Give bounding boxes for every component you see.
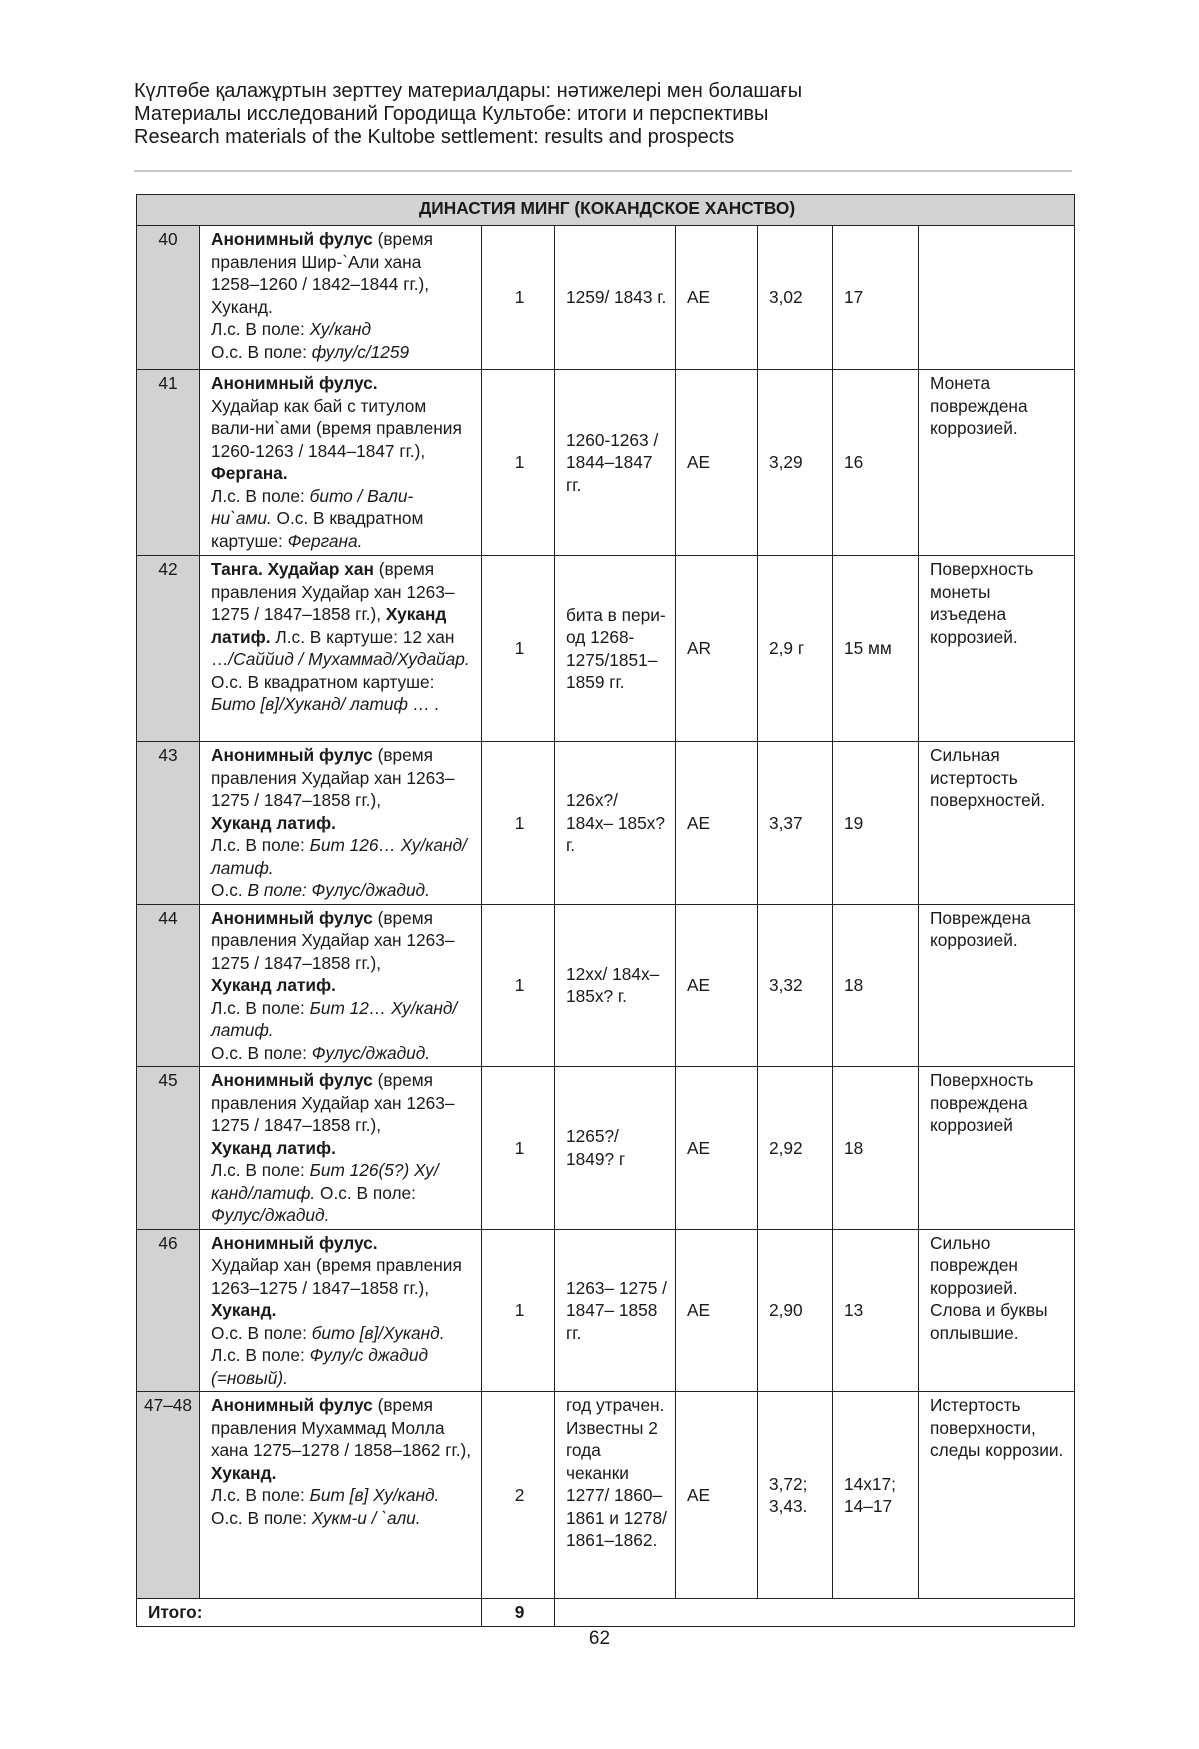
row-description: Анонимный фулус (время правления Худайар хан 1263–1275 / 1847–1858 гг.), Хуканд латиф. Л.с. В поле: Бит 126… Ху/канд/латиф. О.с. В поле: Фулус/джадид. [200,742,482,905]
row-date: 1265?/ 1849? г [555,1067,676,1230]
row-quantity: 1 [482,1067,555,1230]
row-description: Анонимный фулус. Худайар хан (время правления 1263–1275 / 1847–1858 гг.), Хуканд. О.с. В поле: бито [в]/Хуканд. Л.с. В поле: Фулу/с джадид (=новый). [200,1229,482,1392]
row-size: 18 [833,1067,919,1230]
row-number: 46 [137,1229,200,1392]
row-description: Анонимный фулус. Худайар как бай с титулом вали-ни`ами (время правления 1260-1263 / 1844–1847 гг.), Фергана. Л.с. В поле: бито / Вали-ни`ами. О.с. В квадратном картуше: Фергана. [200,370,482,556]
total-label: Итого: [137,1599,482,1627]
row-date: 12xx/ 184x– 185x? г. [555,904,676,1067]
total-empty-cell [555,1599,1075,1627]
row-note: Поверхность повреждена коррозией [919,1067,1075,1230]
table-row [137,742,1075,905]
row-metal: AE [676,1067,758,1230]
row-metal: AE [676,370,758,556]
row-date: бита в пери-од 1268-1275/1851–1859 гг. [555,556,676,742]
row-metal: AE [676,904,758,1067]
row-metal: AE [676,1392,758,1599]
row-description: Анонимный фулус (время правления Худайар хан 1263–1275 / 1847–1858 гг.), Хуканд латиф. Л.с. В поле: Бит 12… Ху/канд/латиф. О.с. В поле: Фулус/джадид. [200,904,482,1067]
row-date: 1259/ 1843 г. [555,226,676,370]
table-row [137,904,1075,1067]
row-weight: 2,90 [758,1229,833,1392]
row-description: Анонимный фулус (время правления Шир-`Али хана 1258–1260 / 1842–1844 гг.), Хуканд. Л.с. В поле: Ху/канд О.с. В поле: фулу/с/1259 [200,226,482,370]
row-note [919,226,1075,370]
row-weight: 3,29 [758,370,833,556]
row-description: Анонимный фулус (время правления Худайар хан 1263–1275 / 1847–1858 гг.), Хуканд латиф. Л.с. В поле: Бит 126(5?) Ху/канд/латиф. О.с. В поле: Фулус/джадид. [200,1067,482,1230]
row-number: 47–48 [137,1392,200,1599]
row-weight: 3,37 [758,742,833,905]
row-size: 15 мм [833,556,919,742]
row-number: 41 [137,370,200,556]
row-note: Сильно поврежден коррозией. Слова и буквы оплывшие. [919,1229,1075,1392]
row-size: 14x17; 14–17 [833,1392,919,1599]
row-date: 126x?/ 184x– 185x? г. [555,742,676,905]
row-description: Анонимный фулус (время правления Мухаммад Молла хана 1275–1278 / 1858–1862 гг.), Хуканд. Л.с. В поле: Бит [в] Ху/канд. О.с. В поле: Хукм-и / `али. [200,1392,482,1599]
coin-catalog-table [136,194,1075,1627]
page-number: 62 [588,1628,611,1649]
table-title-row [137,195,1075,226]
header-divider [134,170,1072,172]
row-weight: 3,02 [758,226,833,370]
row-metal: AE [676,742,758,905]
row-size: 17 [833,226,919,370]
table-row [137,1392,1075,1599]
row-size: 19 [833,742,919,905]
row-note: Поверхность монеты изъедена коррозией. [919,556,1075,742]
row-size: 16 [833,370,919,556]
row-quantity: 1 [482,370,555,556]
row-quantity: 1 [482,556,555,742]
table-row [137,370,1075,556]
row-quantity: 2 [482,1392,555,1599]
row-note: Сильная истертость поверхностей. [919,742,1075,905]
row-note: Повреждена коррозией. [919,904,1075,1067]
row-number: 45 [137,1067,200,1230]
row-weight: 3,32 [758,904,833,1067]
table-row [137,556,1075,742]
table-title: ДИНАСТИЯ МИНГ (КОКАНДСКОЕ ХАНСТВО) [137,195,1075,226]
row-date: 1263– 1275 / 1847– 1858 гг. [555,1229,676,1392]
row-metal: AE [676,226,758,370]
row-size: 13 [833,1229,919,1392]
row-note: Монета повреждена коррозией. [919,370,1075,556]
row-quantity: 1 [482,226,555,370]
table-row [137,1229,1075,1392]
row-size: 18 [833,904,919,1067]
row-quantity: 1 [482,904,555,1067]
row-metal: AE [676,1229,758,1392]
row-date: 1260-1263 / 1844–1847 гг. [555,370,676,556]
total-quantity: 9 [482,1599,555,1627]
total-row [137,1599,1075,1627]
header-line-english: Research materials of the Kultobe settlement: results and prospects [134,126,735,148]
row-weight: 3,72; 3,43. [758,1392,833,1599]
row-number: 44 [137,904,200,1067]
row-weight: 2,9 г [758,556,833,742]
header-line-kazakh: Күлтөбе қалажұртын зерттеу материалдары: нәтижелері мен болашағы [134,80,803,102]
row-note: Истертость поверхности, следы коррозии. [919,1392,1075,1599]
table-row [137,1067,1075,1230]
row-quantity: 1 [482,742,555,905]
row-number: 40 [137,226,200,370]
row-quantity: 1 [482,1229,555,1392]
row-number: 43 [137,742,200,905]
table-row [137,226,1075,370]
row-date: год утрачен. Известны 2 года чеканки 1277/ 1860–1861 и 1278/ 1861–1862. [555,1392,676,1599]
row-weight: 2,92 [758,1067,833,1230]
running-header [134,80,1074,149]
header-line-russian: Материалы исследований Городища Культобе: итоги и перспективы [134,103,769,125]
row-number: 42 [137,556,200,742]
row-description: Танга. Худайар хан (время правления Худайар хан 1263–1275 / 1847–1858 гг.), Хуканд латиф. Л.с. В картуше: 12 хан …/Саййид / Мухаммад/Худайар. О.с. В квадратном картуше: Бито [в]/Хуканд/ латиф … . [200,556,482,742]
row-metal: AR [676,556,758,742]
